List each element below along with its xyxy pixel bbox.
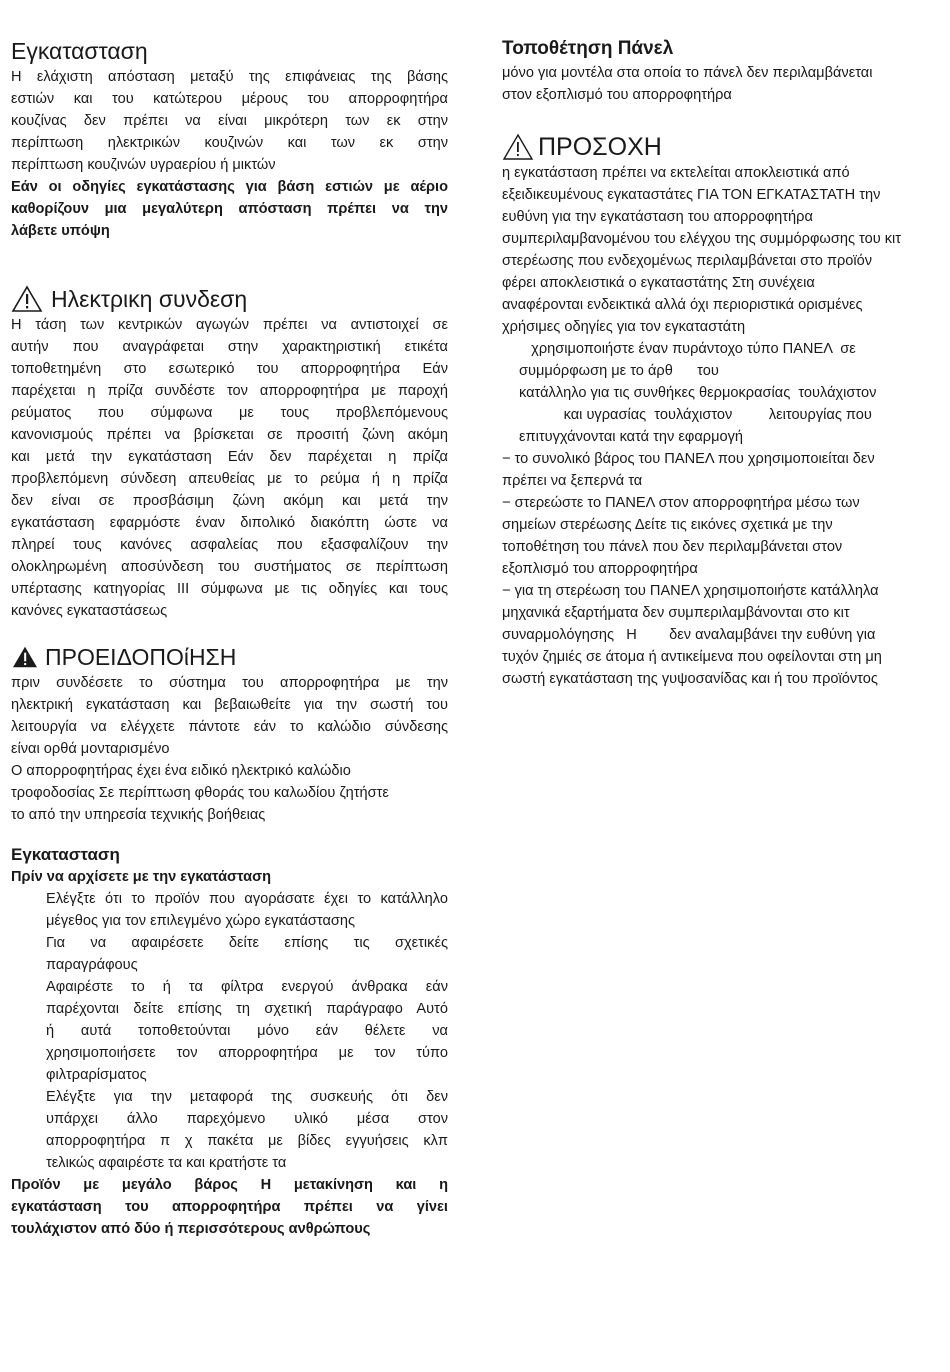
warning-text bbox=[11, 672, 448, 826]
panel-title: Τοποθέτηση Πάνελ bbox=[502, 38, 674, 59]
text-line: στερέωσης που ενδεχομένως περιλαμβάνεται στο προϊόν bbox=[502, 253, 873, 269]
text-line: τυχόν ζημιές σε άτομα ή αντικείμενα που οφείλονται στη μη bbox=[502, 649, 882, 665]
text-line: συμπεριλαμβανομένου του ελέγχου της συμμόρφωσης του κιτ bbox=[502, 231, 902, 247]
text-line: πριν συνδέσετε το σύστημα του απορροφητήρα με την bbox=[11, 675, 448, 691]
bold-line: καθορίζουν μια μεγαλύτερη απόσταση πρέπει να την bbox=[11, 201, 448, 217]
caution-heading bbox=[502, 132, 938, 162]
text-line: σωστή εγκατάσταση της γυψοσανίδας και ή του προϊόντος bbox=[502, 671, 878, 687]
bold-line: τουλάχιστον από δύο ή περισσότερους ανθρώπους bbox=[11, 1221, 371, 1237]
text-line: − στερεώστε το ΠΑΝΕΛ στον απορροφητήρα μέσω των bbox=[502, 495, 860, 511]
text-line: κανόνες εγκαταστάσεως bbox=[11, 603, 168, 619]
text-line: περίπτωση ηλεκτρικών κουζινών και των εκ στην bbox=[11, 135, 448, 151]
list-item-line: υπάρχει άλλο παρεχόμενο υλικό μέσα στον bbox=[46, 1111, 448, 1127]
text-line: το από την υπηρεσία τεχνικής βοήθειας bbox=[11, 807, 266, 823]
text-line: τοποθέτηση του πάνελ που δεν περιλαμβάνεται στον bbox=[502, 539, 843, 555]
text-line: Η τάση των κεντρικών αγωγών πρέπει να αντιστοιχεί σε bbox=[11, 317, 448, 333]
text-line: μόνο για μοντέλα στα οποία το πάνελ δεν περιλαμβάνεται bbox=[502, 65, 873, 81]
text-line: είναι ορθά μονταρισμένο bbox=[11, 741, 170, 757]
list-item-line: παρέχονται δείτε επίσης τη σχετική παράγραφο Αυτό bbox=[46, 1001, 448, 1017]
caution-text bbox=[502, 162, 938, 338]
text-line: ολοκληρωμένη αποσύνδεση του συστήματος σε περίπτωση bbox=[11, 559, 448, 575]
text-line: − το συνολικό βάρος του ΠΑΝΕΛ που χρησιμοποιείται δεν bbox=[502, 451, 875, 467]
text-line: και μετά την εγκατάσταση Εάν δεν παρέχεται η πρίζα bbox=[11, 449, 448, 465]
text-line: συμμόρφωση με το άρθ του bbox=[519, 363, 719, 379]
list-item-line: φιλτραρίσματος bbox=[46, 1067, 147, 1083]
warning-outline-icon bbox=[502, 133, 534, 161]
text-line: ρεύματος που σύμφωνα με τους προβλεπόμενους bbox=[11, 405, 448, 421]
text-line: τοποθετημένη στο εσωτερικό του απορροφητήρα Εάν bbox=[11, 361, 448, 377]
list-item-line: τελικώς αφαιρέστε τα και κρατήστε τα bbox=[46, 1155, 287, 1171]
text-line: Η ελάχιστη απόσταση μεταξύ της επιφάνειας της βάσης bbox=[11, 69, 448, 85]
text-line: ηλεκτρική εγκατάσταση και βεβαιωθείτε για την σωστή του bbox=[11, 697, 448, 713]
installation-subtitle: Εγκατασταση bbox=[11, 845, 120, 864]
bold-line: Προϊόν με μεγάλο βάρος Η μετακίνηση και η bbox=[11, 1177, 448, 1193]
electric-title: Ηλεκτρικη συνδεση bbox=[51, 286, 248, 312]
text-line: συναρμολόγησης Η δεν αναλαμβάνει την ευθύνη για bbox=[502, 627, 876, 643]
warning-title: ΠΡΟΕΙΔΟΠΟίΗΣΗ bbox=[45, 644, 237, 670]
list-item-line: Ελέγξτε για την μεταφορά της συσκευής ότι δεν bbox=[46, 1089, 448, 1105]
text-line: στον εξοπλισμό του απορροφητήρα bbox=[502, 87, 732, 103]
list-item-line: μέγεθος για τον επιλεγμένο χώρο εγκατάστασης bbox=[46, 913, 356, 929]
list-item-line: Για να αφαιρέσετε δείτε επίσης τις σχετικές bbox=[46, 935, 448, 951]
right-column bbox=[502, 36, 938, 690]
text-line: − για τη στερέωση του ΠΑΝΕΛ χρησιμοποιήστε κατάλληλα bbox=[502, 583, 879, 599]
text-line: εγκατάσταση εφαρμόστε έναν διπολικό διακόπτη ώστε να bbox=[11, 515, 448, 531]
text-line: δεν είναι σε προσβάσιμη ζώνη ακόμη και μετά την bbox=[11, 493, 448, 509]
electric-heading bbox=[11, 284, 448, 314]
panel-text bbox=[502, 62, 938, 106]
text-line: εστιών και του κατώτερου μέρους του απορροφητήρα bbox=[11, 91, 448, 107]
text-line: μηχανικά εξαρτήματα δεν συμπεριλαμβάνονται στο κιτ bbox=[502, 605, 850, 621]
text-line: εξοπλισμό του απορροφητήρα bbox=[502, 561, 698, 577]
text-line: ευθύνη για την εγκατάσταση του απορροφητήρα bbox=[502, 209, 813, 225]
list-item-line: απορροφητήρα π χ πακέτα με βίδες εγγυήσεις κλπ bbox=[46, 1133, 448, 1149]
text-line: προβλεπόμενη σύνδεση απευθείας με το ρεύμα ή η πρίζα bbox=[11, 471, 448, 487]
text-line: κατάλληλο για τις συνθήκες θερμοκρασίας τουλάχιστον bbox=[519, 385, 877, 401]
list-item-line: παραγράφους bbox=[46, 957, 138, 973]
text-line: περίπτωση κουζινών υγραερίου ή μικτών bbox=[11, 157, 276, 173]
warning-outline-icon bbox=[11, 285, 43, 313]
warning-filled-icon bbox=[11, 645, 39, 669]
bold-line: εγκατάσταση του απορροφητήρα πρέπει να γίνει bbox=[11, 1199, 448, 1215]
list-item-line: χρησιμοποιήσετε τον απορροφητήρα με τον τύπο bbox=[46, 1045, 448, 1061]
use-instructions bbox=[502, 338, 938, 448]
text-line: παρέχεται η πρίζα συνδέστε τον απορροφητήρα με παροχή bbox=[11, 383, 448, 399]
text-line: υπέρτασης κατηγορίας III σύμφωνα με τις οδηγίες και τους bbox=[11, 581, 448, 597]
left-column bbox=[11, 36, 448, 1240]
heavy-product-note bbox=[11, 1174, 448, 1240]
before-start-line: Πρίν να αρχίσετε με την εγκατάσταση bbox=[11, 869, 272, 885]
text-line: χρήσιμες οδηγίες για τον εγκαταστάτη bbox=[502, 319, 746, 335]
text-line: χρησιμοποιήστε έναν πυράντοχο τύπο ΠΑΝΕΛ σε bbox=[519, 341, 856, 357]
text-line: επιτυγχάνονται κατά την εφαρμογή bbox=[519, 429, 744, 445]
text-line: Ο απορροφητήρας έχει ένα ειδικό ηλεκτρικό καλώδιο bbox=[11, 763, 351, 779]
text-line: αυτήν που αναγράφεται στην χαρακτηριστική ετικέτα bbox=[11, 339, 448, 355]
text-line: λειτουργία να ελέγχετε πάντοτε εάν το καλώδιο σύνδεσης bbox=[11, 719, 448, 735]
checklist bbox=[11, 888, 448, 1174]
bold-line: λάβετε υπόψη bbox=[11, 223, 110, 239]
text-line: η εγκατάσταση πρέπει να εκτελείται αποκλειστικά από bbox=[502, 165, 850, 181]
text-line: κανονισμούς πρέπει να βρίσκεται σε προσιτή ζώνη ακόμη bbox=[11, 427, 448, 443]
text-line: και υγρασίας τουλάχιστον λειτουργίας που bbox=[519, 407, 872, 423]
text-line: πληρεί τους κανόνες ασφαλείας που εξασφαλίζουν την bbox=[11, 537, 448, 553]
warning-heading bbox=[11, 642, 448, 672]
list-item-line: Ελέγξτε ότι το προϊόν που αγοράσατε έχει το κατάλληλο bbox=[46, 891, 448, 907]
caution-title: ΠΡΟΣΟΧΗ bbox=[538, 133, 662, 161]
text-line: σημείων στερέωσης Δείτε τις εικόνες σχετικά με την bbox=[502, 517, 833, 533]
list-item-line: Αφαιρέστε το ή τα φίλτρα ενεργού άνθρακα εάν bbox=[46, 979, 448, 995]
dash-list bbox=[502, 448, 938, 690]
text-line: κουζίνας δεν πρέπει να είναι μικρότερη των εκ στην bbox=[11, 113, 448, 129]
text-line: πρέπει να ξεπερνά τα bbox=[502, 473, 643, 489]
electric-text bbox=[11, 314, 448, 622]
text-line: εξειδικευμένους εγκαταστάτες ΓΙΑ ΤΟΝ ΕΓΚΑΤΑΣΤΑΤΗ την bbox=[502, 187, 881, 203]
bold-line: Εάν οι οδηγίες εγκατάστασης για βάση εστιών με αέριο bbox=[11, 179, 448, 195]
text-line: φέρει αποκλειστικά ο εγκαταστάτης Στη συνέχεια bbox=[502, 275, 815, 291]
installation-text bbox=[11, 66, 448, 242]
installation-title: Εγκατασταση bbox=[11, 38, 148, 64]
text-line: τροφοδοσίας Σε περίπτωση φθοράς του καλωδίου ζητήστε bbox=[11, 785, 389, 801]
text-line: αναφέρονται ενδεικτικά αλλά όχι περιοριστικά ορισμένες bbox=[502, 297, 863, 313]
list-item-line: ή αυτά τοποθετούνται μόνο εάν θέλετε να bbox=[46, 1023, 448, 1039]
